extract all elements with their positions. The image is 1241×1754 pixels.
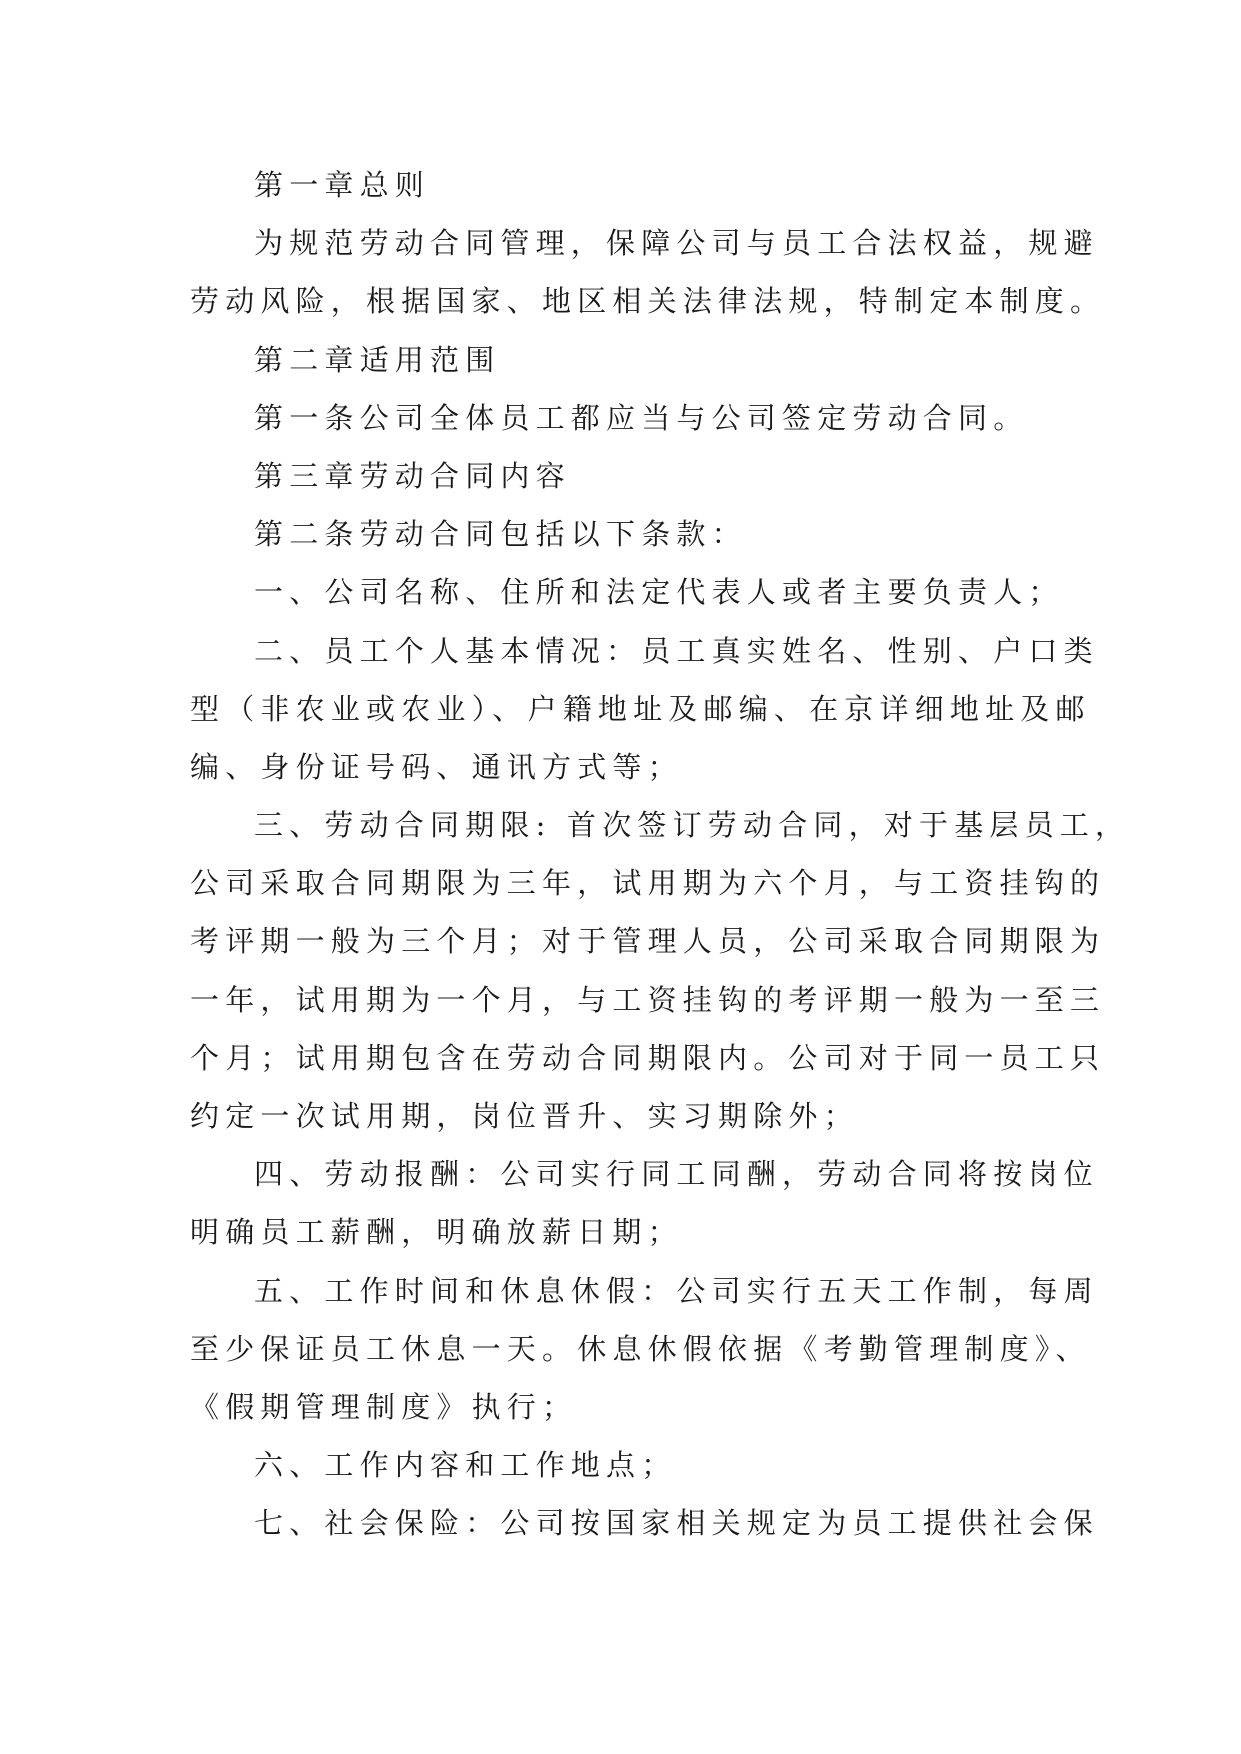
text-line: 《假期管理制度》执行； <box>190 1389 578 1424</box>
body-paragraph <box>190 1145 1099 1261</box>
text-line: 公司采取合同期限为三年，试用期为六个月，与工资挂钩的 <box>190 866 1106 901</box>
text-line: 第一章总则 <box>254 168 431 202</box>
text-line: 第二条劳动合同包括以下条款： <box>254 517 747 552</box>
text-line: 约定一次试用期，岗位晋升、实习期除外； <box>190 1099 859 1133</box>
body-paragraph <box>190 622 1099 797</box>
text-line: 第三章劳动合同内容 <box>254 458 571 493</box>
text-line: 一年，试用期为一个月，与工资挂钩的考评期一般为一至三 <box>190 982 1106 1017</box>
chapter-heading <box>190 447 1050 505</box>
document-body <box>190 156 1131 1553</box>
text-line: 第一条公司全体员工都应当与公司签定劳动合同。 <box>254 400 1029 435</box>
text-line: 至少保证员工休息一天。休息休假依据《考勤管理制度》、 <box>190 1331 1091 1366</box>
text-line: 考评期一般为三个月；对于管理人员，公司采取合同期限为 <box>190 924 1106 959</box>
chapter-heading <box>190 331 1050 389</box>
text-line: 个月；试用期包含在劳动合同期限内。公司对于同一员工只 <box>190 1040 1106 1075</box>
text-line: 型（非农业或农业）、户籍地址及邮编、在京详细地址及邮 <box>190 691 1091 726</box>
text-line: 三、劳动合同期限: 首次签订劳动合同，对于基层员工， <box>254 808 1131 843</box>
body-paragraph <box>190 1494 1099 1552</box>
text-line: 明确员工薪酬，明确放薪日期； <box>190 1215 683 1250</box>
chapter-heading <box>190 156 1050 214</box>
body-paragraph <box>190 214 1106 330</box>
body-paragraph <box>190 1262 1099 1437</box>
body-paragraph <box>190 389 1050 447</box>
body-paragraph <box>190 796 1131 1145</box>
text-line: 一、公司名称、住所和法定代表人或者主要负责人； <box>254 575 1064 610</box>
text-line: 五、工作时间和休息休假：公司实行五天工作制，每周 <box>254 1273 1099 1308</box>
text-line: 二、员工个人基本情况：员工真实姓名、性别、户口类 <box>254 633 1099 668</box>
text-line: 编、身份证号码、通讯方式等； <box>190 749 683 784</box>
body-paragraph <box>190 1436 1050 1494</box>
text-line: 七、社会保险：公司按国家相关规定为员工提供社会保 <box>254 1506 1099 1541</box>
body-paragraph <box>190 563 1064 621</box>
text-line: 第二章适用范围 <box>254 342 501 377</box>
text-line: 四、劳动报酬：公司实行同工同酬，劳动合同将按岗位 <box>254 1157 1099 1192</box>
text-line: 为规范劳动合同管理，保障公司与员工合法权益，规避 <box>254 226 1099 261</box>
text-line: 六、工作内容和工作地点； <box>254 1448 677 1483</box>
text-line: 劳动风险，根据国家、地区相关法律法规，特制定本制度。 <box>190 284 1106 319</box>
body-paragraph <box>190 505 1050 563</box>
